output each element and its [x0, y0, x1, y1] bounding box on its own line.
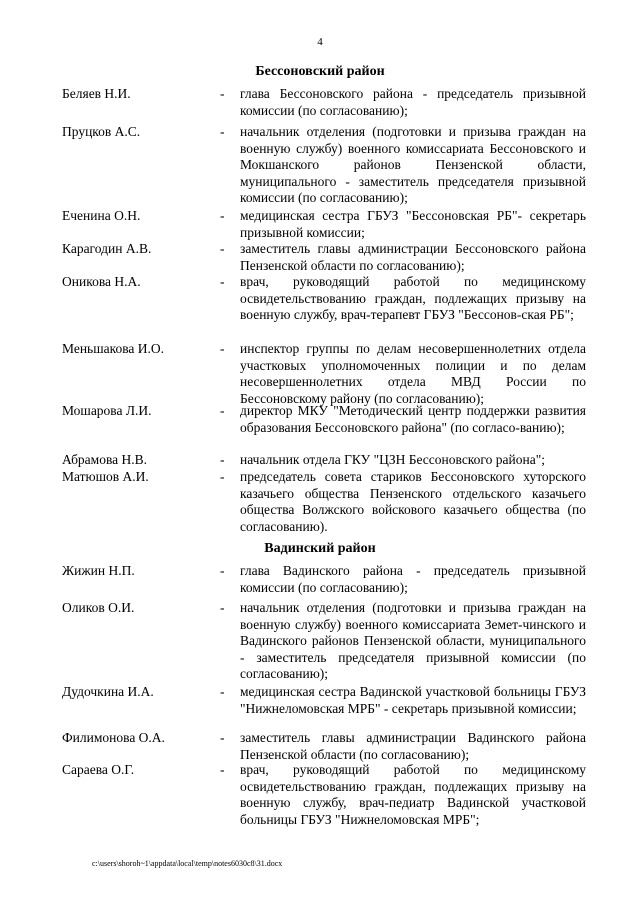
section-title-bessonovsky: Бессоновский район — [255, 64, 385, 79]
member-name: Абрамова Н.В. — [62, 452, 148, 467]
member-name: Жижин Н.П. — [62, 563, 135, 578]
dash-separator: - — [220, 730, 225, 745]
member-role: медицинская сестра ГБУЗ "Бессоновская РБ"- секретарь призывной комиссии; — [240, 208, 586, 240]
member-name: Оникова Н.А. — [62, 274, 141, 289]
member-role: заместитель главы администрации Вадинского района Пензенской области (по согласованию); — [240, 730, 586, 762]
dash-separator: - — [220, 563, 225, 578]
dash-separator: - — [220, 762, 225, 777]
section-title-vadinsky: Вадинский район — [264, 541, 376, 556]
dash-separator: - — [220, 684, 225, 699]
dash-separator: - — [220, 208, 225, 223]
member-name: Сараева О.Г. — [62, 762, 135, 777]
dash-separator: - — [220, 600, 225, 615]
dash-separator: - — [220, 341, 225, 356]
member-role: глава Вадинского района - председатель призывной комиссии (по согласованию); — [240, 563, 586, 595]
dash-separator: - — [220, 452, 225, 467]
member-role: глава Бессоновского района - председатель призывной комиссии (по согласованию); — [240, 86, 586, 118]
member-name: Карагодин А.В. — [62, 241, 152, 256]
member-name: Меньшакова И.О. — [62, 341, 165, 356]
dash-separator: - — [220, 274, 225, 289]
member-role: инспектор группы по делам несовершеннолетних отдела участковых уполномоченных полиции и по делам несовершеннолетних отдела МВД России по Бессоновскому району (по согласованию); — [240, 341, 586, 406]
member-name: Мошарова Л.И. — [62, 403, 152, 418]
member-role: директор МКУ "Методический центр поддержки развития образования Бессоновского района" (по согласо-ванию); — [240, 403, 586, 435]
member-name: Пруцков А.С. — [62, 124, 141, 139]
dash-separator: - — [220, 124, 225, 139]
member-role: врач, руководящий работой по медицинскому освидетельствованию граждан, подлежащих призыву на военную службу, врач-терапевт ГБУЗ "Бессонов-ская РБ"; — [240, 274, 586, 323]
member-name: Матюшов А.И. — [62, 469, 149, 484]
footer-file-path: c:\users\shoroh~1\appdata\local\temp\notes6030c8\31.docx — [92, 859, 283, 868]
member-role: председатель совета стариков Бессоновского хуторского казачьего общества Пензенского отдельского казачьего общества Волжского войскового казачьего общества (по согласованию). — [240, 469, 586, 534]
member-role: заместитель главы администрации Бессоновского района Пензенской области по согласованию); — [240, 241, 586, 273]
member-name: Филимонова О.А. — [62, 730, 165, 745]
dash-separator: - — [220, 241, 225, 256]
member-role: начальник отделения (подготовки и призыва граждан на военную службу) военного комиссариата Бессоновского и Мокшанского районов Пензенской области, муниципального - заместитель председателя призывной комиссии (по согласованию); — [240, 124, 586, 206]
dash-separator: - — [220, 86, 225, 101]
member-name: Дудочкина И.А. — [62, 684, 154, 699]
member-role: начальник отдела ГКУ "ЦЗН Бессоновского района"; — [240, 452, 545, 467]
member-name: Оликов О.И. — [62, 600, 135, 615]
member-role: врач, руководящий работой по медицинскому освидетельствованию граждан, подлежащих призыву на военную службу, врач-педиатр Вадинской участковой больницы ГБУЗ "Нижнеломовская МРБ"; — [240, 762, 586, 827]
dash-separator: - — [220, 469, 225, 484]
member-role: медицинская сестра Вадинской участковой больницы ГБУЗ "Нижнеломовская МРБ" - секретарь призывной комиссии; — [240, 684, 586, 716]
member-role: начальник отделения (подготовки и призыва граждан на военную службу) военного комиссариата Земет-чинского и Вадинского районов Пензенской области, муниципального - заместитель председателя призывной комиссии (по согласованию); — [240, 600, 586, 682]
dash-separator: - — [220, 403, 225, 418]
member-name: Беляев Н.И. — [62, 86, 131, 101]
member-name: Еченина О.Н. — [62, 208, 141, 223]
page-number: 4 — [317, 36, 323, 48]
